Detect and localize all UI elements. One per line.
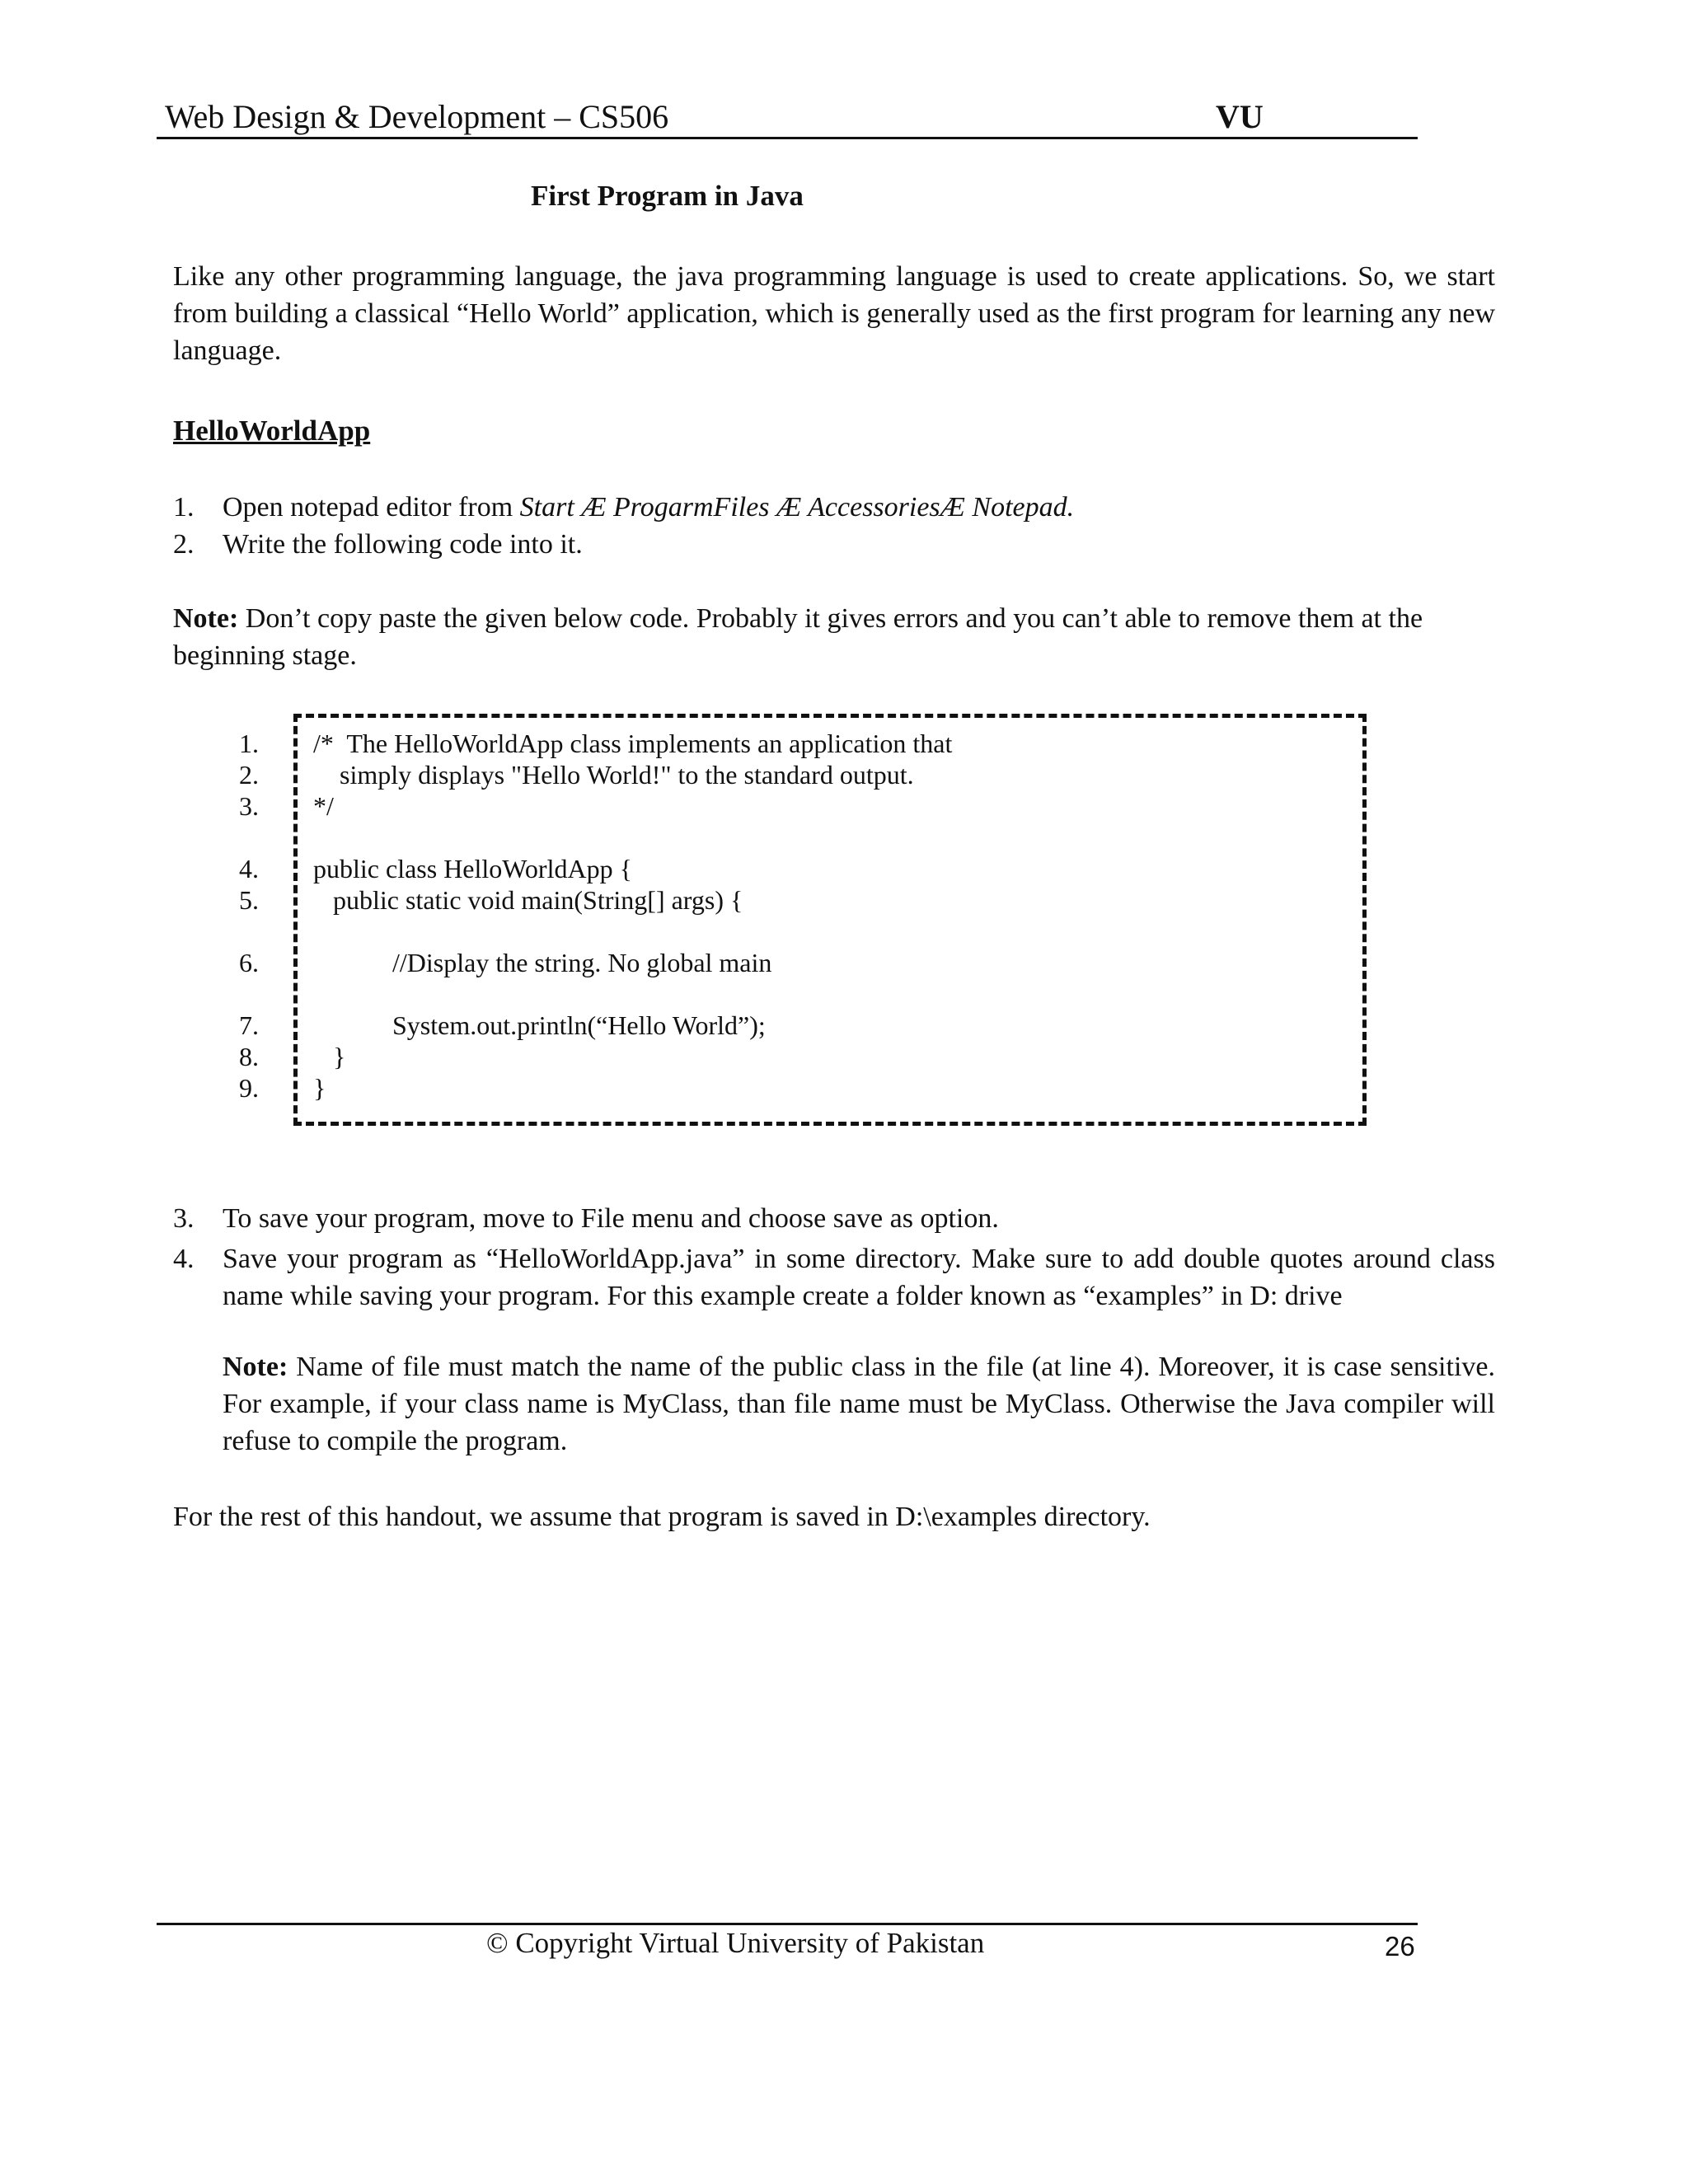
code-line-number: 5. <box>239 885 259 915</box>
code-line: System.out.println(“Hello World”); <box>313 1010 766 1040</box>
list-item <box>173 526 1495 563</box>
code-line-number: 8. <box>239 1042 259 1071</box>
code-line: */ <box>313 791 334 821</box>
list-number: 3. <box>173 1203 195 1234</box>
note-label: Note: <box>173 603 239 634</box>
list-text: Write the following code into it. <box>223 529 583 560</box>
page-header <box>157 97 1418 139</box>
steps-list-a <box>173 489 1495 563</box>
step-prefix: Open notepad editor from <box>223 492 520 523</box>
list-item <box>173 1200 1495 1237</box>
code-line-number: 1. <box>239 729 259 758</box>
page-title: First Program in Java <box>531 180 804 212</box>
list-number: 4. <box>173 1244 195 1274</box>
list-text <box>223 489 1495 526</box>
code-line: } <box>313 1042 346 1071</box>
list-item <box>173 489 1495 526</box>
list-number: 1. <box>173 492 195 523</box>
intro-paragraph: Like any other programming language, the java programming language is used to create applications. So, we start from building a classical “Hello World” application, which is generally used as the first program for learning any new language. <box>173 261 1495 366</box>
note-text: Don’t copy paste the given below code. Probably it gives errors and you can’t able to remove them at the beginning stage. <box>173 603 1423 671</box>
code-line-number: 4. <box>239 854 259 883</box>
list-text: Save your program as “HelloWorldApp.java” in some directory. Make sure to add double quotes around class name while saving your program. For this example create a folder known as “examples” in D: drive <box>223 1244 1495 1311</box>
code-line: public static void main(String[] args) { <box>313 885 743 915</box>
code-line: } <box>313 1073 326 1103</box>
section-heading: HelloWorldApp <box>173 415 371 447</box>
header-institution: VU <box>1216 98 1264 135</box>
footer-divider <box>157 1923 1418 1925</box>
list-item <box>173 1240 1495 1315</box>
page-number: 26 <box>1385 1931 1415 1961</box>
code-line-number: 6. <box>239 948 259 977</box>
code-line: public class HelloWorldApp { <box>313 854 632 883</box>
note-paragraph <box>173 600 1495 674</box>
code-line-number: 9. <box>239 1073 259 1103</box>
steps-list-b <box>173 1200 1495 1315</box>
note-label: Note: <box>223 1352 288 1382</box>
footer-copyright: © Copyright Virtual University of Pakistan <box>486 1927 985 1959</box>
list-number: 2. <box>173 529 195 560</box>
code-line-number: 2. <box>239 760 259 790</box>
note-paragraph <box>223 1348 1495 1460</box>
note-text: Name of file must match the name of the public class in the file (at line 4). Moreover, it is case sensitive. For example, if your class name is MyClass, than file name must be MyClass. Otherwise the Java compiler will refuse to compile the program. <box>223 1352 1495 1456</box>
code-line: /* The HelloWorldApp class implements an application that <box>313 729 953 758</box>
code-line: //Display the string. No global main <box>313 948 772 977</box>
code-line-number: 7. <box>239 1010 259 1040</box>
code-line: simply displays "Hello World!" to the standard output. <box>313 760 914 790</box>
list-text: To save your program, move to File menu and choose save as option. <box>223 1203 999 1234</box>
menu-path: Start Æ ProgarmFiles Æ AccessoriesÆ Notepad. <box>519 492 1075 523</box>
header-course-title: Web Design & Development – CS506 <box>165 98 669 135</box>
code-line-number: 3. <box>239 791 259 821</box>
closing-paragraph: For the rest of this handout, we assume that program is saved in D:\examples directory. <box>173 1502 1151 1532</box>
